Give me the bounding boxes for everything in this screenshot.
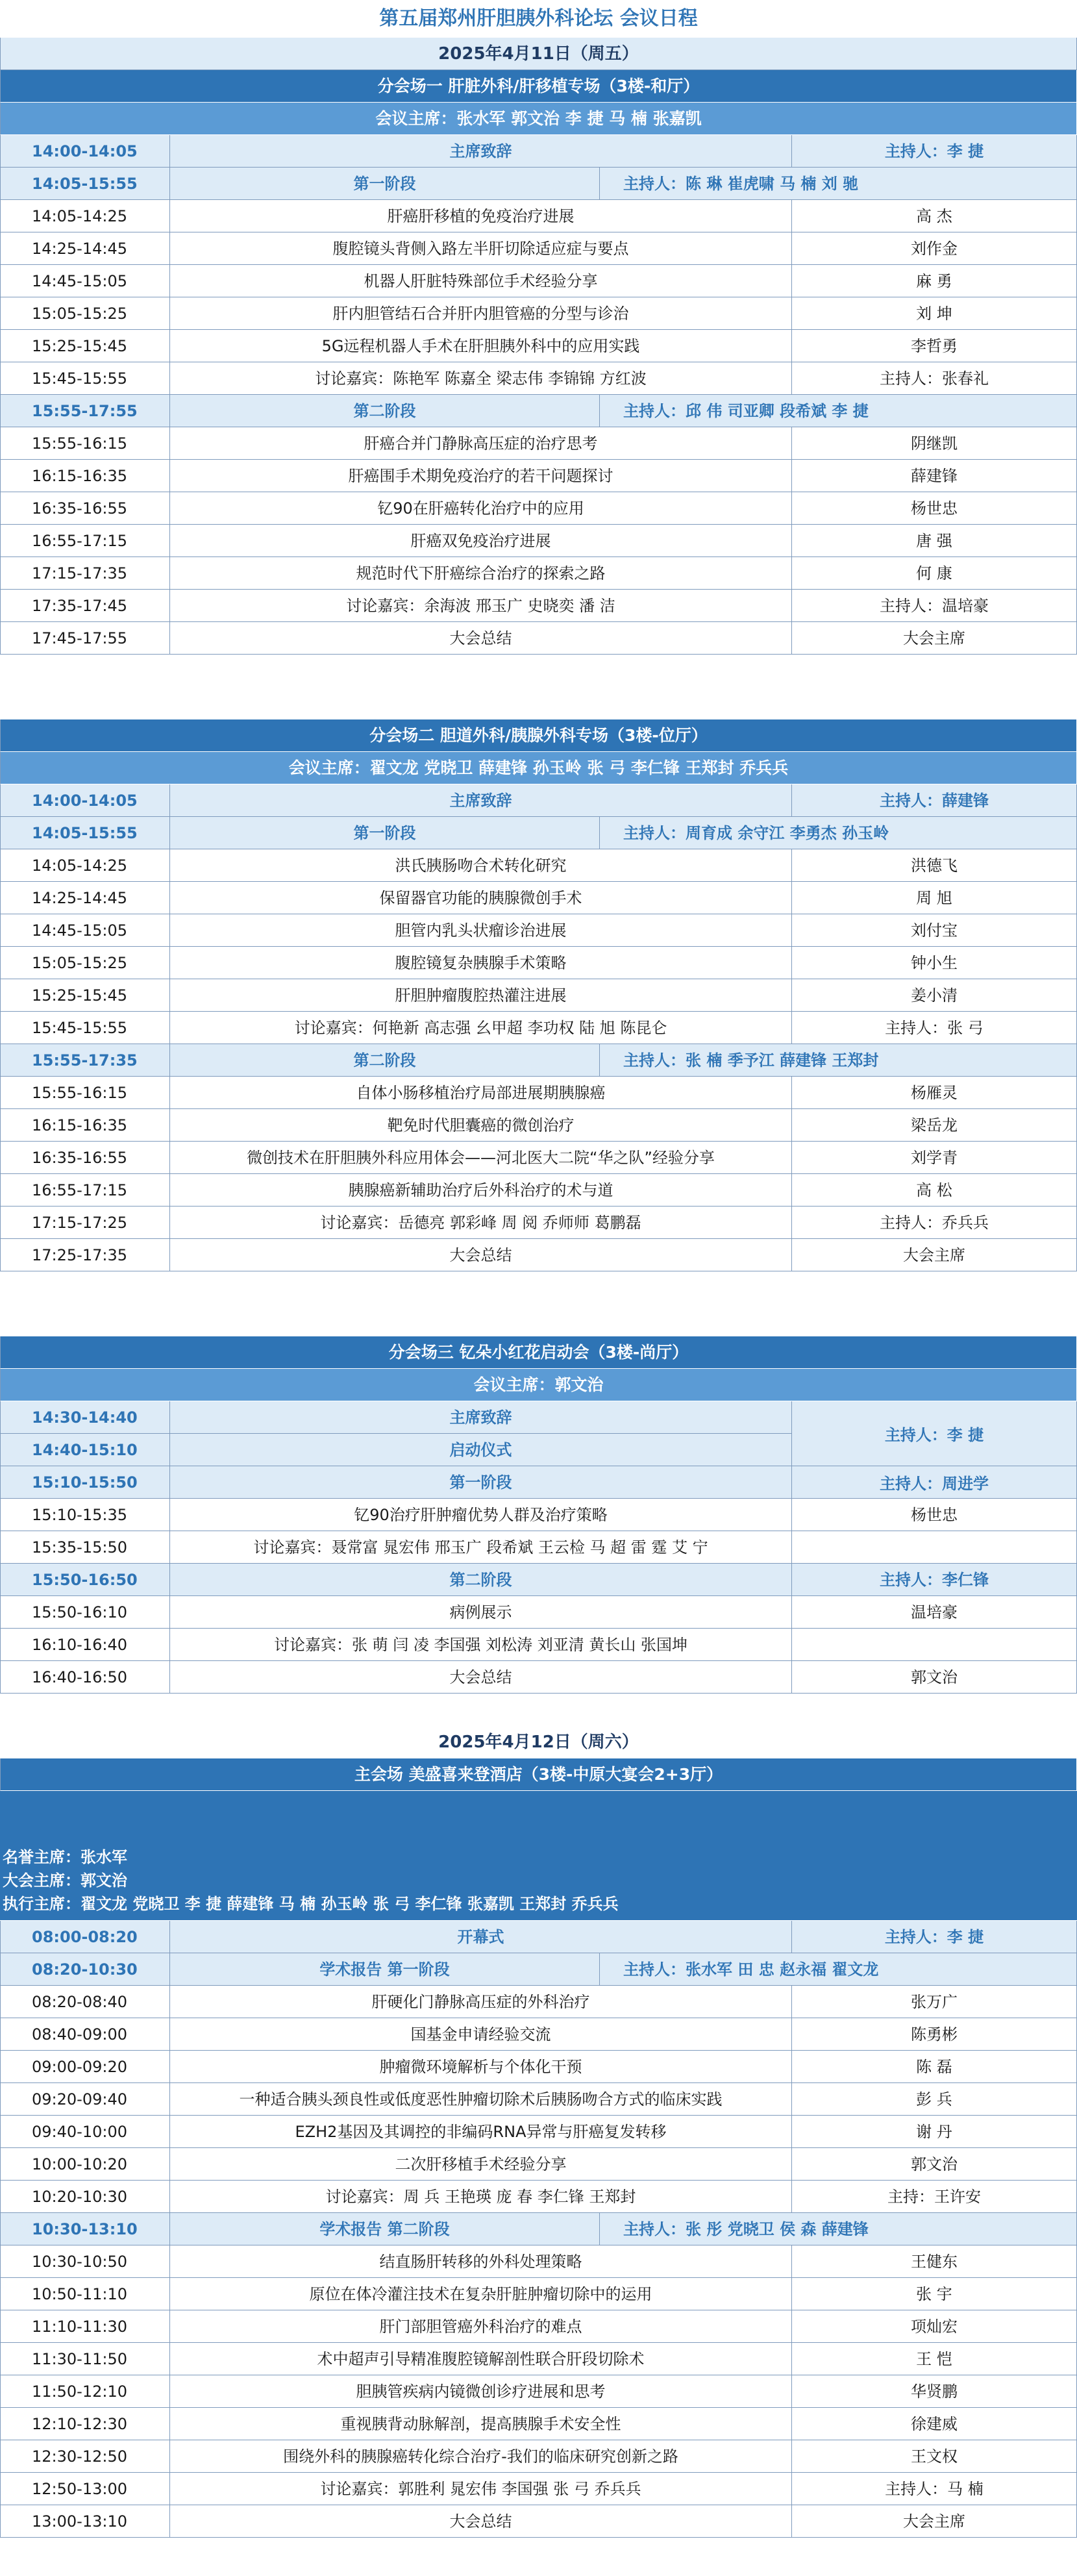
session-speaker: 主持：王许安 — [792, 2181, 1077, 2213]
main-p2-schedule-row — [0, 2278, 1077, 2310]
s1-p2-schedule-row — [0, 525, 1077, 557]
session-speaker: 郭文治 — [792, 2148, 1077, 2181]
s2-chair-row — [0, 752, 1077, 784]
session-speaker: 王 恺 — [792, 2343, 1077, 2375]
day-1-date-row — [0, 38, 1077, 70]
s1-chair-row — [0, 103, 1077, 135]
s1-phase-1-host: 主持人：陈 琳 崔虎啸 马 楠 刘 驰 — [600, 168, 1077, 200]
session-speaker: 郭文治 — [792, 1661, 1077, 1694]
session-topic: 大会总结 — [170, 622, 792, 655]
session-time: 08:20-08:40 — [0, 1986, 170, 2018]
session-topic: 讨论嘉宾：周 兵 王艳瑛 庞 春 李仁锋 王郑封 — [170, 2181, 792, 2213]
session-topic: 病例展示 — [170, 1596, 792, 1629]
session-time: 15:55-16:15 — [0, 1077, 170, 1109]
s1-phase-2-time: 15:55-17:55 — [0, 395, 170, 427]
session-time: 16:35-16:55 — [0, 492, 170, 525]
main-opening-row — [0, 1921, 1077, 1953]
main-p1-schedule-row — [0, 2181, 1077, 2213]
session-time: 15:05-15:25 — [0, 297, 170, 330]
s3-phase-2-time: 15:50-16:50 — [0, 1564, 170, 1596]
session-topic: 肝癌围手术期免疫治疗的若干问题探讨 — [170, 460, 792, 492]
session-speaker: 刘学青 — [792, 1142, 1077, 1174]
s1-header-row — [0, 70, 1077, 103]
session-topic: 大会总结 — [170, 1239, 792, 1271]
main-phase-1-time: 08:20-10:30 — [0, 1953, 170, 1986]
s2-p1-schedule-row — [0, 979, 1077, 1012]
session-speaker: 杨世忠 — [792, 1499, 1077, 1531]
session-topic: 肿瘤微环境解析与个体化干预 — [170, 2051, 792, 2083]
session-time: 12:50-13:00 — [0, 2473, 170, 2505]
s1-p2-schedule-row — [0, 492, 1077, 525]
session-time: 16:10-16:40 — [0, 1629, 170, 1661]
s1-phase-2-host: 主持人：邱 伟 司亚卿 段希斌 李 捷 — [600, 395, 1077, 427]
session-speaker: 杨世忠 — [792, 492, 1077, 525]
s1-phase-1-time: 14:05-15:55 — [0, 168, 170, 200]
spacer — [0, 655, 1077, 687]
main-opening-label: 开幕式 — [170, 1921, 792, 1953]
session-topic: 微创技术在肝胆胰外科应用体会——河北医大二院“华之队”经验分享 — [170, 1142, 792, 1174]
session-time: 12:30-12:50 — [0, 2440, 170, 2473]
s3-p2-schedule-row — [0, 1596, 1077, 1629]
session-topic: 原位在体冷灌注技术在复杂肝脏肿瘤切除中的运用 — [170, 2278, 792, 2310]
session-speaker: 大会主席 — [792, 1239, 1077, 1271]
s2-p2-schedule-row — [0, 1174, 1077, 1207]
main-p2-schedule-row — [0, 2375, 1077, 2408]
session-speaker: 何 康 — [792, 557, 1077, 590]
spacer — [0, 1304, 1077, 1336]
session-time: 15:25-15:45 — [0, 979, 170, 1012]
session-speaker: 张 宇 — [792, 2278, 1077, 2310]
session-time: 16:35-16:55 — [0, 1142, 170, 1174]
session-time: 11:50-12:10 — [0, 2375, 170, 2408]
session-topic: EZH2基因及其调控的非编码RNA异常与肝癌复发转移 — [170, 2116, 792, 2148]
s1-p2-schedule-row — [0, 460, 1077, 492]
session-speaker — [792, 1531, 1077, 1564]
session-topic: 讨论嘉宾：郭胜利 晁宏伟 李国强 张 弓 乔兵兵 — [170, 2473, 792, 2505]
s3-phase-1-label: 第一阶段 — [170, 1466, 792, 1499]
session-speaker: 主持人：马 楠 — [792, 2473, 1077, 2505]
s3-phase-2-label: 第二阶段 — [170, 1564, 792, 1596]
s2-phase-2-host: 主持人：张 楠 季予江 薛建锋 王郑封 — [600, 1044, 1077, 1077]
main-phase-1-label: 学术报告 第一阶段 — [170, 1953, 600, 1986]
s2-p1-schedule-row — [0, 947, 1077, 979]
main-p1-schedule-row — [0, 2083, 1077, 2116]
s1-p1-schedule-row — [0, 200, 1077, 232]
session-topic: 讨论嘉宾：聂常富 晁宏伟 邢玉广 段希斌 王云检 马 超 雷 霆 艾 宁 — [170, 1531, 792, 1564]
s3-opening-1-label: 主席致辞 — [170, 1401, 792, 1434]
s2-phase-2-label: 第二阶段 — [170, 1044, 600, 1077]
session-topic: 二次肝移植手术经验分享 — [170, 2148, 792, 2181]
session-time: 16:55-17:15 — [0, 525, 170, 557]
main-p2-schedule-row — [0, 2343, 1077, 2375]
session-time: 08:40-09:00 — [0, 2018, 170, 2051]
session-time: 16:15-16:35 — [0, 460, 170, 492]
s3-phase-1-time: 15:10-15:50 — [0, 1466, 170, 1499]
session-speaker: 华贤鹏 — [792, 2375, 1077, 2408]
session-time: 15:10-15:35 — [0, 1499, 170, 1531]
session-speaker: 刘作金 — [792, 232, 1077, 265]
session-speaker: 高 杰 — [792, 200, 1077, 232]
main-p1-schedule-row — [0, 2018, 1077, 2051]
session-time: 17:45-17:55 — [0, 622, 170, 655]
main-opening-host: 主持人：李 捷 — [792, 1921, 1077, 1953]
session-time: 14:05-14:25 — [0, 200, 170, 232]
session-topic: 腹腔镜头背侧入路左半肝切除适应症与要点 — [170, 232, 792, 265]
main-p2-schedule-row — [0, 2408, 1077, 2440]
session-speaker: 李哲勇 — [792, 330, 1077, 362]
s1-opening-time: 14:00-14:05 — [0, 135, 170, 168]
s2-phase-1-host: 主持人：周育成 余守江 李勇杰 孙玉岭 — [600, 817, 1077, 849]
session-topic: 肝内胆管结石合并肝内胆管癌的分型与诊治 — [170, 297, 792, 330]
session-speaker: 唐 强 — [792, 525, 1077, 557]
main-phase-2-row — [0, 2213, 1077, 2245]
s3-phase-2-host: 主持人：李仁锋 — [792, 1564, 1077, 1596]
main-p1-schedule-row — [0, 1986, 1077, 2018]
s3-opening-host: 主持人：李 捷 — [792, 1401, 1077, 1466]
session-topic: 肝癌肝移植的免疫治疗进展 — [170, 200, 792, 232]
s2-phase-1-row — [0, 817, 1077, 849]
session-speaker: 主持人：温培豪 — [792, 590, 1077, 622]
session-speaker: 阴继凯 — [792, 427, 1077, 460]
session-topic: 围绕外科的胰腺癌转化综合治疗-我们的临床研究创新之路 — [170, 2440, 792, 2473]
day-2-date: 2025年4月12日（周六） — [438, 1732, 639, 1752]
session-topic: 讨论嘉宾：余海波 邢玉广 史晓奕 潘 洁 — [170, 590, 792, 622]
s2-phase-1-label: 第一阶段 — [170, 817, 600, 849]
s2-phase-2-time: 15:55-17:35 — [0, 1044, 170, 1077]
session-speaker — [792, 1629, 1077, 1661]
main-opening-time: 08:00-08:20 — [0, 1921, 170, 1953]
session-speaker: 姜小清 — [792, 979, 1077, 1012]
session-speaker: 大会主席 — [792, 2505, 1077, 2538]
session-speaker: 刘付宝 — [792, 914, 1077, 947]
session-time: 14:25-14:45 — [0, 882, 170, 914]
session-time: 14:45-15:05 — [0, 265, 170, 297]
s1-p2-schedule-row — [0, 557, 1077, 590]
session-topic: 肝门部胆管癌外科治疗的难点 — [170, 2310, 792, 2343]
session-topic: 讨论嘉宾：陈艳军 陈嘉全 梁志伟 李锦锦 方红波 — [170, 362, 792, 395]
main-phase-1-row — [0, 1953, 1077, 1986]
session-speaker: 钟小生 — [792, 947, 1077, 979]
session-speaker: 徐建威 — [792, 2408, 1077, 2440]
s1-phase-2-label: 第二阶段 — [170, 395, 600, 427]
session-topic: 大会总结 — [170, 2505, 792, 2538]
session-topic: 术中超声引导精准腹腔镜解剖性联合肝段切除术 — [170, 2343, 792, 2375]
spacer — [0, 1694, 1077, 1726]
day-2-date-row — [0, 1726, 1077, 1758]
session-topic: 腹腔镜复杂胰腺手术策略 — [170, 947, 792, 979]
page-title: 第五届郑州肝胆胰外科论坛 会议日程 — [379, 7, 698, 30]
s3-opening-2-time: 14:40-15:10 — [0, 1434, 170, 1466]
session-time: 15:05-15:25 — [0, 947, 170, 979]
session-topic: 胰腺癌新辅助治疗后外科治疗的术与道 — [170, 1174, 792, 1207]
main-p2-schedule-row — [0, 2245, 1077, 2278]
s3-phase-1-host: 主持人：周进学 — [792, 1466, 1077, 1499]
s3-chair-row — [0, 1369, 1077, 1401]
spacer — [0, 687, 1077, 719]
s3-phase-2-row — [0, 1564, 1077, 1596]
session-topic: 胆胰管疾病内镜微创诊疗进展和思考 — [170, 2375, 792, 2408]
session-topic: 肝硬化门静脉高压症的外科治疗 — [170, 1986, 792, 2018]
session-time: 10:00-10:20 — [0, 2148, 170, 2181]
session-topic: 机器人肝脏特殊部位手术经验分享 — [170, 265, 792, 297]
main-phase-2-host: 主持人：张 彤 党晓卫 侯 森 薛建锋 — [600, 2213, 1077, 2245]
s1-phase-1-label: 第一阶段 — [170, 168, 600, 200]
session-topic: 肝癌双免疫治疗进展 — [170, 525, 792, 557]
s2-chair: 会议主席：翟文龙 党晓卫 薛建锋 孙玉岭 张 弓 李仁锋 王郑封 乔兵兵 — [0, 752, 1077, 784]
day-1-date: 2025年4月11日（周五） — [0, 38, 1077, 70]
session-topic: 胆管内乳头状瘤诊治进展 — [170, 914, 792, 947]
session-speaker: 王健东 — [792, 2245, 1077, 2278]
session-topic: 靶免时代胆囊癌的微创治疗 — [170, 1109, 792, 1142]
s2-header: 分会场二 胆道外科/胰腺外科专场（3楼-位厅） — [0, 719, 1077, 752]
session-speaker: 张万广 — [792, 1986, 1077, 2018]
s2-p1-schedule-row — [0, 1012, 1077, 1044]
session-time: 17:15-17:25 — [0, 1207, 170, 1239]
session-speaker: 温培豪 — [792, 1596, 1077, 1629]
s1-p1-schedule-row — [0, 265, 1077, 297]
s3-p2-schedule-row — [0, 1661, 1077, 1694]
session-topic: 5G远程机器人手术在肝胆胰外科中的应用实践 — [170, 330, 792, 362]
s2-p1-schedule-row — [0, 914, 1077, 947]
s2-opening-row — [0, 784, 1077, 817]
session-time: 16:15-16:35 — [0, 1109, 170, 1142]
session-topic: 自体小肠移植治疗局部进展期胰腺癌 — [170, 1077, 792, 1109]
session-speaker: 王文权 — [792, 2440, 1077, 2473]
s1-p2-schedule-row — [0, 427, 1077, 460]
session-time: 14:45-15:05 — [0, 914, 170, 947]
session-speaker: 刘 坤 — [792, 297, 1077, 330]
session-time: 10:30-10:50 — [0, 2245, 170, 2278]
main-chair: 大会主席：郭文治 — [3, 1871, 127, 1890]
session-speaker: 谢 丹 — [792, 2116, 1077, 2148]
main-p1-schedule-row — [0, 2051, 1077, 2083]
s1-chair: 会议主席：张水军 郭文治 李 捷 马 楠 张嘉凯 — [0, 103, 1077, 135]
session-time: 17:35-17:45 — [0, 590, 170, 622]
session-topic: 肝癌合并门静脉高压症的治疗思考 — [170, 427, 792, 460]
session-speaker: 主持人：张春礼 — [792, 362, 1077, 395]
s3-phase-1-row — [0, 1466, 792, 1499]
session-speaker: 大会主席 — [792, 622, 1077, 655]
session-topic: 规范时代下肝癌综合治疗的探索之路 — [170, 557, 792, 590]
s2-phase-2-row — [0, 1044, 1077, 1077]
s1-opening-label: 主席致辞 — [170, 135, 792, 168]
s3-opening-2-label: 启动仪式 — [170, 1434, 792, 1466]
session-speaker: 杨雁灵 — [792, 1077, 1077, 1109]
session-time: 15:35-15:50 — [0, 1531, 170, 1564]
s3-p1-schedule-row — [0, 1531, 1077, 1564]
session-speaker: 陈 磊 — [792, 2051, 1077, 2083]
session-speaker: 彭 兵 — [792, 2083, 1077, 2116]
s3-opening-1-row — [0, 1401, 792, 1434]
session-time: 12:10-12:30 — [0, 2408, 170, 2440]
s2-p2-schedule-row — [0, 1142, 1077, 1174]
session-time: 11:30-11:50 — [0, 2343, 170, 2375]
s2-p1-schedule-row — [0, 882, 1077, 914]
s2-p2-schedule-row — [0, 1239, 1077, 1271]
s2-opening-host: 主持人：薛建锋 — [792, 784, 1077, 817]
s2-p2-schedule-row — [0, 1207, 1077, 1239]
session-time: 09:20-09:40 — [0, 2083, 170, 2116]
main-honorary-chair: 名誉主席：张水军 — [3, 1848, 127, 1866]
session-topic: 讨论嘉宾：岳德亮 郭彩峰 周 阅 乔师师 葛鹏磊 — [170, 1207, 792, 1239]
session-time: 16:55-17:15 — [0, 1174, 170, 1207]
session-topic: 讨论嘉宾：张 萌 闫 凌 李国强 刘松涛 刘亚清 黄长山 张国坤 — [170, 1629, 792, 1661]
session-time: 15:55-16:15 — [0, 427, 170, 460]
session-speaker: 薛建锋 — [792, 460, 1077, 492]
session-speaker: 梁岳龙 — [792, 1109, 1077, 1142]
main-phase-2-time: 10:30-13:10 — [0, 2213, 170, 2245]
s2-opening-time: 14:00-14:05 — [0, 784, 170, 817]
s3-chair: 会议主席：郭文治 — [0, 1369, 1077, 1401]
session-speaker: 主持人：乔兵兵 — [792, 1207, 1077, 1239]
session-time: 15:45-15:55 — [0, 1012, 170, 1044]
session-topic: 重视胰背动脉解剖，提高胰腺手术安全性 — [170, 2408, 792, 2440]
s1-phase-2-row — [0, 395, 1077, 427]
session-speaker: 陈勇彬 — [792, 2018, 1077, 2051]
main-p2-schedule-row — [0, 2473, 1077, 2505]
main-phase-2-label: 学术报告 第二阶段 — [170, 2213, 600, 2245]
session-time: 15:45-15:55 — [0, 362, 170, 395]
session-time: 11:10-11:30 — [0, 2310, 170, 2343]
session-time: 15:50-16:10 — [0, 1596, 170, 1629]
session-topic: 保留器官功能的胰腺微创手术 — [170, 882, 792, 914]
session-topic: 钇90治疗肝肿瘤优势人群及治疗策略 — [170, 1499, 792, 1531]
main-p2-schedule-row — [0, 2310, 1077, 2343]
s1-phase-1-row — [0, 168, 1077, 200]
session-time: 15:25-15:45 — [0, 330, 170, 362]
main-executive-chair: 执行主席：翟文龙 党晓卫 李 捷 薛建锋 马 楠 孙玉岭 张 弓 李仁锋 张嘉凯 王郑封 乔兵兵 — [3, 1895, 619, 1913]
session-time: 09:40-10:00 — [0, 2116, 170, 2148]
s1-opening-host: 主持人：李 捷 — [792, 135, 1077, 168]
s1-p1-schedule-row — [0, 232, 1077, 265]
session-time: 14:05-14:25 — [0, 849, 170, 882]
s3-p1-schedule-row — [0, 1499, 1077, 1531]
s3-header: 分会场三 钇朵小红花启动会（3楼-尚厅） — [0, 1336, 1077, 1369]
s2-header-row — [0, 719, 1077, 752]
s1-p1-schedule-row — [0, 330, 1077, 362]
session-time: 17:15-17:35 — [0, 557, 170, 590]
s1-opening-row — [0, 135, 1077, 168]
main-chairs-block — [0, 1791, 1077, 1921]
s3-opening-2-row — [0, 1434, 792, 1466]
session-time: 14:25-14:45 — [0, 232, 170, 265]
s1-p2-schedule-row — [0, 622, 1077, 655]
s1-p2-schedule-row — [0, 590, 1077, 622]
main-phase-1-host: 主持人：张水军 田 忠 赵永福 翟文龙 — [600, 1953, 1077, 1986]
session-speaker: 高 松 — [792, 1174, 1077, 1207]
session-topic: 大会总结 — [170, 1661, 792, 1694]
session-time: 16:40-16:50 — [0, 1661, 170, 1694]
s3-header-row — [0, 1336, 1077, 1369]
spacer — [0, 1271, 1077, 1304]
session-speaker: 洪德飞 — [792, 849, 1077, 882]
session-time: 13:00-13:10 — [0, 2505, 170, 2538]
session-time: 10:20-10:30 — [0, 2181, 170, 2213]
s1-p1-schedule-row — [0, 362, 1077, 395]
s2-opening-label: 主席致辞 — [170, 784, 792, 817]
session-topic: 一种适合胰头颈良性或低度恶性肿瘤切除术后胰肠吻合方式的临床实践 — [170, 2083, 792, 2116]
s2-p2-schedule-row — [0, 1077, 1077, 1109]
session-time: 09:00-09:20 — [0, 2051, 170, 2083]
main-header-row — [0, 1758, 1077, 1791]
session-time: 17:25-17:35 — [0, 1239, 170, 1271]
s3-p2-schedule-row — [0, 1629, 1077, 1661]
session-topic: 洪氏胰肠吻合术转化研究 — [170, 849, 792, 882]
session-topic: 国基金申请经验交流 — [170, 2018, 792, 2051]
session-speaker: 项灿宏 — [792, 2310, 1077, 2343]
session-topic: 肝胆肿瘤腹腔热灌注进展 — [170, 979, 792, 1012]
session-speaker: 周 旭 — [792, 882, 1077, 914]
s1-p1-schedule-row — [0, 297, 1077, 330]
main-p2-schedule-row — [0, 2440, 1077, 2473]
main-p1-schedule-row — [0, 2116, 1077, 2148]
session-speaker: 主持人：张 弓 — [792, 1012, 1077, 1044]
s2-p1-schedule-row — [0, 849, 1077, 882]
s1-header: 分会场一 肝脏外科/肝移植专场（3楼-和厅） — [0, 70, 1077, 103]
s2-phase-1-time: 14:05-15:55 — [0, 817, 170, 849]
main-header: 主会场 美盛喜来登酒店（3楼-中原大宴会2+3厅） — [0, 1758, 1077, 1791]
session-topic: 钇90在肝癌转化治疗中的应用 — [170, 492, 792, 525]
session-topic: 讨论嘉宾：何艳新 高志强 幺甲超 李功权 陆 旭 陈昆仑 — [170, 1012, 792, 1044]
session-time: 10:50-11:10 — [0, 2278, 170, 2310]
main-p2-schedule-row — [0, 2505, 1077, 2538]
s3-opening-1-time: 14:30-14:40 — [0, 1401, 170, 1434]
s2-p2-schedule-row — [0, 1109, 1077, 1142]
main-p1-schedule-row — [0, 2148, 1077, 2181]
session-topic: 结直肠肝转移的外科处理策略 — [170, 2245, 792, 2278]
session-speaker: 麻 勇 — [792, 265, 1077, 297]
